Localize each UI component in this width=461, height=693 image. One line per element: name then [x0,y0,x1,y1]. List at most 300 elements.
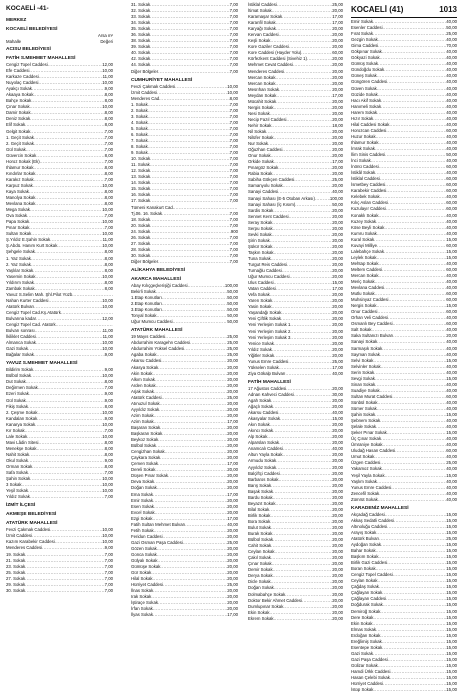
street-value: 7,00 [104,569,113,575]
street-name: Doğdurak Sokak [351,602,383,608]
street-name: Cahit Sokak [248,543,272,549]
street-name: Muhsinyaz Caddesi [351,297,389,303]
street-name: Bulut Sokak [248,524,271,530]
street-name: Dumlupınar Sokak [248,603,284,609]
street-value: 15,00 [446,548,457,554]
street-name: Akarsu Caddesi [248,410,279,416]
street-value: 8,00 [104,98,113,104]
street-value: 25,00 [332,177,343,183]
street-value: 10,00 [102,297,113,303]
street-name: Zambak Sokak [6,285,35,291]
street-name: Nilüfer Sokak [248,135,274,141]
street-name: Yenice Sokak [248,340,274,346]
street-value: 25,00 [446,535,457,541]
table-header-value: Değeri [100,38,113,44]
street-value: 20,00 [227,388,238,394]
street-row [6,588,113,594]
street-value: 7,00 [229,38,238,44]
street-value: 20,00 [227,406,238,412]
municipality-heading: KOCAELİ BELEDİYESİ [6,27,58,32]
street-name: Mevlana Sokak [6,201,36,207]
street-name: Gür Sokak [131,570,152,576]
street-name: Orkide Sokak [248,159,274,165]
street-name: Anamcalı Caddesi [248,446,283,452]
street-value: 15,00 [446,662,457,668]
street-name: Çaykara Sokak [131,455,161,461]
street-name: Hürriyet Caddesi [131,582,164,588]
street-name: Hilal Caddesi Sokak [351,121,390,127]
street-value: 8,00 [104,464,113,470]
street-name: Gümüşe Sokak [131,564,161,570]
street-value: 15,00 [446,687,457,693]
street-name: Karamaşar Sokak [248,14,283,20]
street-value: 20,00 [332,147,343,153]
street-value: 20,00 [332,322,343,328]
street-name: Kural Sokak [351,236,375,242]
street-name: 5. Sokak [131,125,148,131]
street-name: Üzgen Caddesi [351,460,381,466]
street-name: Doğan Sokak [248,585,274,591]
street-value: 20,00 [332,549,343,555]
street-name: Demir Sokak [248,567,273,573]
street-value: 15,00 [446,675,457,681]
street-name: Kındırlar Sokak [6,170,36,176]
street-value: 10,00 [102,421,113,427]
street-name: İlyas Sokak [131,612,153,618]
street-name: Şahin Sokak [351,412,376,418]
street-value: 20,00 [332,237,343,243]
street-name: Sümer Sokak [351,406,377,411]
street-name: Akkaş Sedatli Caddesi [351,517,394,523]
street-name: Üç Çınar Sokak [351,436,382,442]
table-header-neighborhood: Mahalle [6,38,22,44]
street-name: Boran Sokak [351,566,376,572]
street-name: 30. Sokak [131,252,151,258]
street-value: 8,00 [104,379,113,385]
street-list [351,19,457,693]
street-value: 7,00 [104,563,113,569]
street-name: Başak Sokak [248,488,274,494]
street-value: 40,00 [446,315,457,321]
street-name: 6. Sokak [131,131,148,137]
street-name: Sinan Sokak [351,381,376,387]
district-heading: MERKEZ [6,18,27,23]
street-value: 7,00 [229,68,238,74]
street-value: 40,00 [332,370,343,376]
street-name: İlnas Sokak [131,588,154,594]
street-value: 8,00 [104,451,113,457]
street-row [6,352,113,358]
street-name: Vefa Sokak [248,292,270,298]
street-name: 11. Sokak [131,162,150,168]
street-value: 9,00 [104,397,113,403]
street-name: Yükselen Sokak [248,364,279,370]
street-name: Menekşe Sokak [6,445,37,451]
street-value: 7,00 [104,134,113,140]
street-value: 7,00 [229,258,238,264]
street-name: Lale Sokak [6,433,28,439]
street-value: 20,00 [332,591,343,597]
street-name: Burak Sokak [248,531,273,537]
street-value: 15,00 [446,412,457,418]
street-value: 7,00 [104,128,113,134]
street-name: 23. Sokak [6,563,26,569]
street-name: Yasemin Sokak [6,273,36,279]
street-value: 10,00 [102,182,113,188]
street-value: 17,00 [227,418,238,424]
street-value: 50,00 [227,301,238,307]
dot-leader [286,371,333,377]
street-value: 20,00 [332,334,343,340]
street-name: Beyazıt Sokak [248,500,276,506]
dot-leader [34,352,105,358]
street-value: 20,00 [332,213,343,219]
street-value: 15,00 [446,566,457,572]
street-name: Elmas Sokak [351,626,377,632]
street-value: 15,00 [446,602,457,608]
street-name: Bekirli Sokak [131,289,156,295]
street-value: 7,00 [104,427,113,433]
street-name: Hacı Akif Sokak [351,97,382,103]
street-name: Bildirim Sokak [6,367,34,373]
street-name: Gonca Sokak [131,551,157,557]
street-value: 40,00 [446,145,457,151]
street-row [131,259,238,265]
street-name: Bora Sokak [248,518,271,524]
street-name: 2. Sokak [131,107,148,113]
street-value: 17,00 [332,364,343,370]
street-name: Umut Sokak [351,454,375,460]
street-value: 8,00 [104,255,113,261]
street-value: 40,00 [446,158,457,164]
street-value: 7,00 [229,107,238,113]
street-value: 60,00 [446,188,457,194]
street-value: 50,00 [227,289,238,295]
street-name: 35. Sokak [131,26,151,32]
column-3 [248,2,343,622]
street-name: İsmetbey Caddesi [351,182,386,188]
street-name: Esentepe Sokak [351,644,383,650]
street-name: Ihlamur Sokak [6,164,34,170]
street-name: Ş.Abdü. Hanım Kurt Sokak [6,243,58,249]
street-list [6,46,113,594]
street-value: 50,00 [446,25,457,31]
street-name: Karabekir Caddesi [351,188,387,194]
street-value: 25,00 [227,539,238,545]
street-value: 20,00 [227,437,238,443]
street-value: 17,00 [332,286,343,292]
street-value: 8,00 [104,122,113,128]
street-value: 17,00 [227,461,238,467]
street-name: Onur Sokak [248,153,271,159]
street-name: Sevki Sokak [248,231,272,237]
street-name: Nergis Sokak [351,303,377,309]
street-name: Turnağlu Caddesi [248,268,282,274]
street-name: Sevgi Sokak [351,375,375,381]
street-value: 8,00 [104,279,113,285]
street-value: 20,00 [227,558,238,564]
street-name: Bulvarı sonrası [6,328,35,334]
street-name: Balçiftçi Caddesi [248,470,280,476]
street-value: 25,00 [332,358,343,364]
street-value: 60,00 [446,176,457,182]
street-name: Esen Sokak [131,503,154,509]
street-name: Değirmen Sokak [6,385,38,391]
street-value: 15,00 [446,644,457,650]
street-name: Karyağı Sokak [248,26,276,32]
street-value: 20,00 [332,422,343,428]
street-name: Başaran Sokak [131,425,161,430]
street-value: 7,00 [104,225,113,231]
street-value: 10,00 [227,89,238,95]
street-name: Gökpınar Sokak [351,49,382,55]
street-value: 40,00 [446,79,457,85]
street-value: 7,00 [229,32,238,38]
street-name: Ezeri Sokak [6,391,29,397]
street-value: 20,00 [227,425,238,430]
street-name: Turgut Reis Caddesi [248,262,288,268]
street-value: 40,00 [446,224,457,230]
street-value: 7,00 [229,20,238,26]
street-value: 50,00 [332,201,343,207]
street-value: 20,00 [332,141,343,147]
street-name: Cengiz Topel Cad.Kş.Atatürk [6,309,61,315]
street-value: 7,00 [104,176,113,182]
street-name: Şükür Sokak [248,243,273,249]
street-name: 1.Etap Konutları [131,295,162,301]
street-value: 60,00 [446,297,457,303]
street-name: Elif Sokak [6,122,26,128]
street-name: Meydan Sokak [248,92,277,98]
street-name: 44. Sokak [131,62,151,68]
street-name: Hanımeli Sokak [351,103,382,109]
street-name: Çağdaş Sokak [351,584,379,590]
street-value: 20,00 [332,231,343,237]
street-value: 25,00 [227,352,238,358]
street-name: Ümraniye Sokak [351,442,383,448]
street-name: Gül Sokak [6,397,26,403]
street-value: 100,00 [224,282,238,288]
street-value: 20,00 [332,452,343,458]
street-value: 17,00 [332,159,343,165]
street-value: 20,00 [332,434,343,440]
street-name: Zencefil Sokak [351,490,380,496]
street-value: 15,00 [446,523,457,529]
street-name: Suadiye Sokak [351,387,380,393]
street-name: 28. Sokak [131,246,151,252]
street-name: Altun Yayla Sokak [248,452,283,458]
street-name: Atınuzul Sokak [131,400,160,406]
street-value: 8,00 [104,164,113,170]
street-name: Cengiz Topel Caddesi [351,572,393,578]
street-name: Yakamoz Sokak [351,466,382,472]
street-name: Gülizar Sokak [351,662,378,668]
street-name: Hasan Çelebi Sokak [351,675,390,681]
street-value: 7,00 [104,587,113,593]
street-value: 40,00 [446,490,457,496]
street-name: Evcel Sokak [131,509,155,515]
street-name: Fikiş Sokak [6,403,28,409]
street-row [248,371,343,377]
street-value: 60,00 [446,266,457,272]
street-name: Gökyazi Sokak [351,55,380,61]
column-1 [6,4,113,594]
street-value: 7,00 [229,216,238,222]
street-value: 15,00 [446,236,457,242]
street-value: 15,00 [446,681,457,687]
street-value: 25,00 [227,334,238,340]
street-name: Nahit Sokak [6,451,30,457]
street-row [131,612,238,618]
street-name: Nesi Sokak [248,110,270,116]
dot-leader [25,588,105,594]
street-value: 20,00 [332,268,343,274]
street-value: 10,00 [102,409,113,415]
street-row [351,497,457,503]
street-value: 20,00 [332,609,343,615]
dot-leader [274,616,333,622]
street-name: Gima Caddesi [351,43,379,49]
street-name: Damir Sokak [6,110,31,116]
street-name: Güzide Sokak [351,91,378,97]
street-value: 20,00 [227,412,238,418]
street-name: 24. Sokak [131,228,151,234]
street-name: Karanfil Sokak [248,20,276,26]
street-name: Fevzi Çakmak Caddesi [131,83,176,89]
street-name: Barbaros Sokak [248,476,279,482]
street-value: 20,00 [332,524,343,530]
page-number: 1013 [439,5,457,14]
street-name: Aydoğan Sokak [351,541,382,547]
street-name: Horoz Sokak (Ek) [6,158,40,164]
street-value: 40,00 [446,61,457,67]
street-name: Akın Sokak [248,422,270,428]
street-value: 20,00 [332,292,343,298]
street-value: 40,00 [446,387,457,393]
street-name: Saka Sultanızı Bulvarı [351,333,394,339]
street-name: Sanayi Sahası (İç Kısım) [248,201,296,207]
street-name: Demiroğ Sokak [351,608,381,614]
street-name: Akasya Sokak [131,364,159,370]
street-value: 40,00 [446,133,457,139]
street-name: Kılıç Aslan Caddesi [351,200,389,206]
street-name: Azim Sokak [131,412,154,418]
street-value: 17,00 [227,515,238,521]
street-value: 20,00 [227,449,238,455]
street-value: 20,00 [332,346,343,352]
street-name: Osmanlı Bey Caddesi [351,321,393,327]
street-name: Gezgin Sokak [351,37,378,43]
street-value: 10,00 [102,527,113,533]
street-value: 20,00 [332,32,343,38]
street-value: 8,00 [104,285,113,291]
street-row [248,616,343,622]
street-value: 20,00 [227,600,238,606]
street-name: Ekin Sokak [248,609,270,615]
street-value: 10,00 [102,533,113,539]
street-value: 15,00 [446,626,457,632]
street-value: 20,00 [227,455,238,461]
street-name: Meriç Sokak [351,279,375,285]
street-value: 17,00 [332,92,343,98]
street-value: 10,00 [102,476,113,482]
street-value: 17,00 [227,612,238,618]
street-name: Yavuz S.Selim Mah. Şhl.Pilot Yüzb. [6,291,74,297]
street-name: Ova Sokak [6,213,28,219]
street-value: 40,00 [446,406,457,411]
street-value: 7,00 [104,140,113,146]
street-name: Alp Sokak [248,434,268,440]
street-name: 1. Geçit Sokak [6,134,34,140]
street-name: Nuyolaç Caddesi [6,80,39,86]
street-value: 20,00 [227,576,238,582]
street-value: 9,00 [104,391,113,397]
street-name: Yıldırım Sokak [6,279,34,285]
column-4 [351,4,457,693]
street-name: Mega Sokak [6,207,30,213]
street-value: 7,00 [229,186,238,192]
street-name: Ema Sokak [131,491,153,497]
street-value: 20,00 [332,86,343,92]
street-name: Mercan Sokak [248,80,276,86]
street-value: 40,00 [446,442,457,448]
street-name: Başkım Sokak [351,554,379,560]
street-value: 9,00 [104,545,113,551]
street-value: 40,00 [446,170,457,176]
street-value: 15,00 [446,632,457,638]
street-name: 2.Etap Konutları [131,301,162,307]
street-value: 7,00 [229,8,238,14]
street-value: 40,00 [446,272,457,278]
street-name: Nil Sokak [248,128,267,134]
street-name: 2. Çeşme Sokak [6,409,38,415]
street-value: 40,00 [227,521,238,527]
street-value: 40,00 [446,19,457,24]
dot-leader [158,259,229,265]
street-name: Yeşil Sokak [6,488,29,494]
street-value: 7,00 [229,192,238,198]
street-value: 10,00 [102,373,113,379]
street-value: 15,00 [446,638,457,644]
street-name: Fatih Sultan Mehmet Bulvarı [131,521,186,527]
street-value: 8,00 [104,445,113,451]
street-name: Gözen Sokak [131,545,157,551]
street-value: 40,00 [446,381,457,387]
street-value: 20,00 [227,376,238,382]
street-value: 20,00 [332,470,343,476]
street-value: 20,00 [227,443,238,449]
street-value: 40,00 [446,85,457,91]
street-value: 11,00 [102,237,113,243]
street-value: 20,00 [332,74,343,80]
street-value: 20,00 [332,404,343,410]
street-name: Yasin Sokak [248,304,272,310]
document-title: KOCAELİ -41- [6,5,49,12]
street-name: Gümüş Sokak [351,61,378,67]
street-name: 1. Yaz Sokak [6,255,31,261]
street-name: Bahar Sokak [351,548,376,554]
street-name: Gazi Paşa Caddesi [351,656,388,662]
street-value: 20,00 [227,564,238,570]
street-name: Yaşandağı Sokak [248,310,282,316]
street-value: 7,00 [229,246,238,252]
street-name: Uludağ Hasan Caddesi [351,448,396,454]
street-value: 60,00 [446,291,457,297]
street-name: 36. Sokak [131,32,151,38]
street-value: 20,00 [332,274,343,280]
street-name: Başkaran Sokak [131,431,163,437]
street-name: Horozcan Caddesi [351,127,387,133]
